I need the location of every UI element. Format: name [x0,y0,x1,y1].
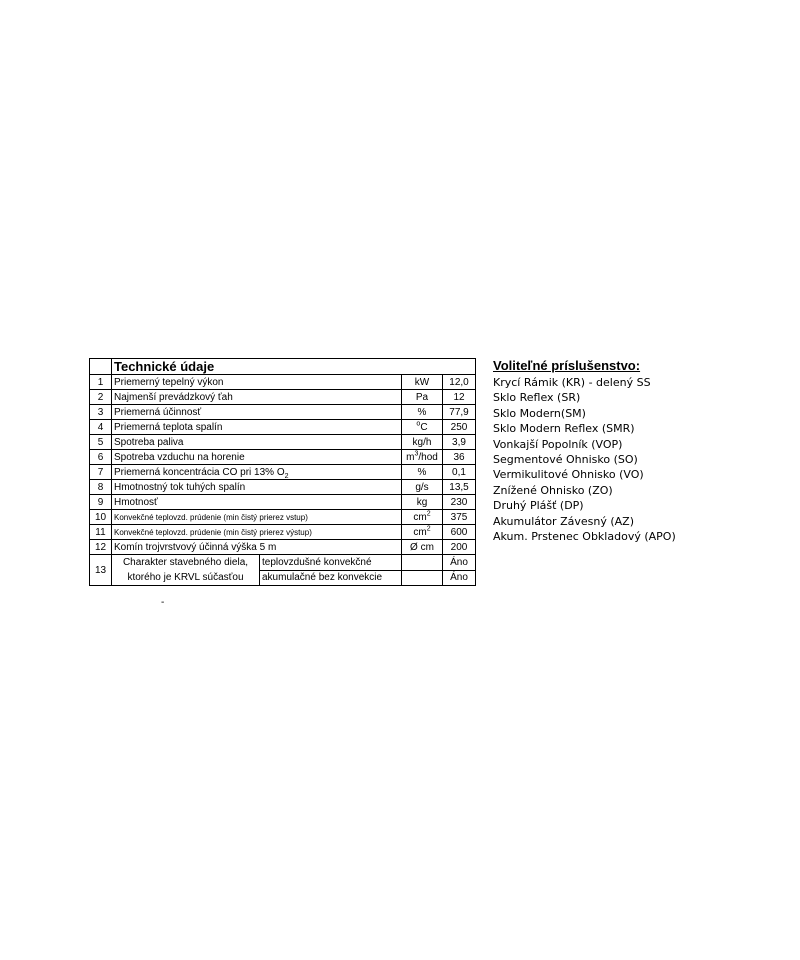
row-label: Hmotnosť [112,495,402,510]
row-label: Priemerná teplota spalín [112,420,402,435]
table-row-13-top [90,555,476,571]
row-label: Komín trojvrstvový účinná výška 5 m [112,540,402,555]
table-row [90,435,476,450]
table-row [90,450,476,465]
accessory-item: Znížené Ohnisko (ZO) [493,483,613,497]
stray-mark: - [161,597,165,608]
row-value: 200 [443,540,476,555]
row-value: 13,5 [443,480,476,495]
row-label: Hmotnostný tok tuhých spalín [112,480,402,495]
row-unit: Pa [402,390,443,405]
table-row [90,465,476,480]
row-number: 5 [90,435,112,450]
row-unit: kg/h [402,435,443,450]
accessory-item: Vermikulitové Ohnisko (VO) [493,468,644,482]
unit-text: cm [413,511,427,523]
accessory-item: Akumulátor Závesný (AZ) [493,514,634,528]
row-label: Priemerná účinnosť [112,405,402,420]
row-unit [402,525,443,540]
table-row [90,420,476,435]
row-number: 9 [90,495,112,510]
row-label: Konvekčné teplovzd. prúdenie (min čistý prierez vstup) [112,510,402,525]
table-row [90,405,476,420]
table-row [90,375,476,390]
row-value: 12 [443,390,476,405]
character-option-1: teplovzdušné konvekčné [260,555,402,571]
accessory-item: Krycí Rámik (KR) - delený SS [493,376,651,389]
label-subscript: 2 [284,472,289,480]
row-label [112,465,402,480]
row-value: 230 [443,495,476,510]
table-row [90,510,476,525]
row-value: 0,1 [443,465,476,480]
table-row [90,480,476,495]
unit-text: cm [413,526,427,538]
row-number: 8 [90,480,112,495]
degree-sup: o [416,420,421,428]
unit-text: m [406,451,415,463]
row-unit: % [402,465,443,480]
row-value: 36 [443,450,476,465]
row-unit [402,420,443,435]
row-unit [402,510,443,525]
table-row [90,525,476,540]
accessory-item: Sklo Modern(SM) [493,406,586,420]
unit-exponent: 3 [414,450,419,458]
label-text: Priemerná koncentrácia CO pri 13% O [114,466,285,478]
row-number: 7 [90,465,112,480]
row-value: 375 [443,510,476,525]
row-number: 2 [90,390,112,405]
row-label: Najmenší prevádzkový ťah [112,390,402,405]
accessory-item: Vonkajší Popolník (VOP) [493,437,623,451]
row-number: 3 [90,405,112,420]
row-number: 11 [90,525,112,540]
table-title: Technické údaje [112,359,476,375]
row-number: 10 [90,510,112,525]
unit-exponent: 2 [426,525,431,533]
table-row [90,540,476,555]
row-unit: kW [402,375,443,390]
row-value: Áno [443,555,476,571]
technical-data-table [89,358,476,586]
row-value: 77,9 [443,405,476,420]
character-label-line1: Charakter stavebného diela, [112,555,260,571]
empty-unit-cell [402,570,443,586]
accessory-item: Sklo Modern Reflex (SMR) [493,422,635,436]
row-label: Priemerný tepelný výkon [112,375,402,390]
accessories-heading: Voliteľné príslušenstvo: [493,358,641,373]
accessory-item: Sklo Reflex (SR) [493,391,581,405]
empty-unit-cell [402,555,443,571]
row-value: 12,0 [443,375,476,390]
character-option-2: akumulačné bez konvekcie [260,570,402,586]
table-title-row [90,359,476,375]
row-number: 1 [90,375,112,390]
table-row [90,495,476,510]
unit-text-suffix: /hod [418,451,438,463]
table-row [90,390,476,405]
accessory-item: Akum. Prstenec Obkladový (APO) [493,529,676,543]
character-label-line2: ktorého je KRVL súčasťou [112,570,260,586]
row-unit: g/s [402,480,443,495]
row-unit [402,450,443,465]
row-label: Konvekčné teplovzd. prúdenie (min čistý prierez výstup) [112,525,402,540]
optional-accessories [493,357,793,544]
row-label: Spotreba paliva [112,435,402,450]
row-value: 250 [443,420,476,435]
row-label: Spotreba vzduchu na horenie [112,450,402,465]
row-unit: kg [402,495,443,510]
row-value: 600 [443,525,476,540]
row-unit: Ø cm [402,540,443,555]
table-row-13-bottom [90,570,476,586]
row-value: Áno [443,570,476,586]
accessory-item: Druhý Plášť (DP) [493,499,584,513]
accessory-item: Segmentové Ohnisko (SO) [493,452,638,466]
unit-text: C [420,421,428,433]
row-number: 6 [90,450,112,465]
title-num-cell [90,359,112,375]
row-number: 12 [90,540,112,555]
row-unit: % [402,405,443,420]
row-value: 3,9 [443,435,476,450]
row-number: 13 [90,555,112,586]
row-number: 4 [90,420,112,435]
unit-exponent: 2 [426,510,431,518]
